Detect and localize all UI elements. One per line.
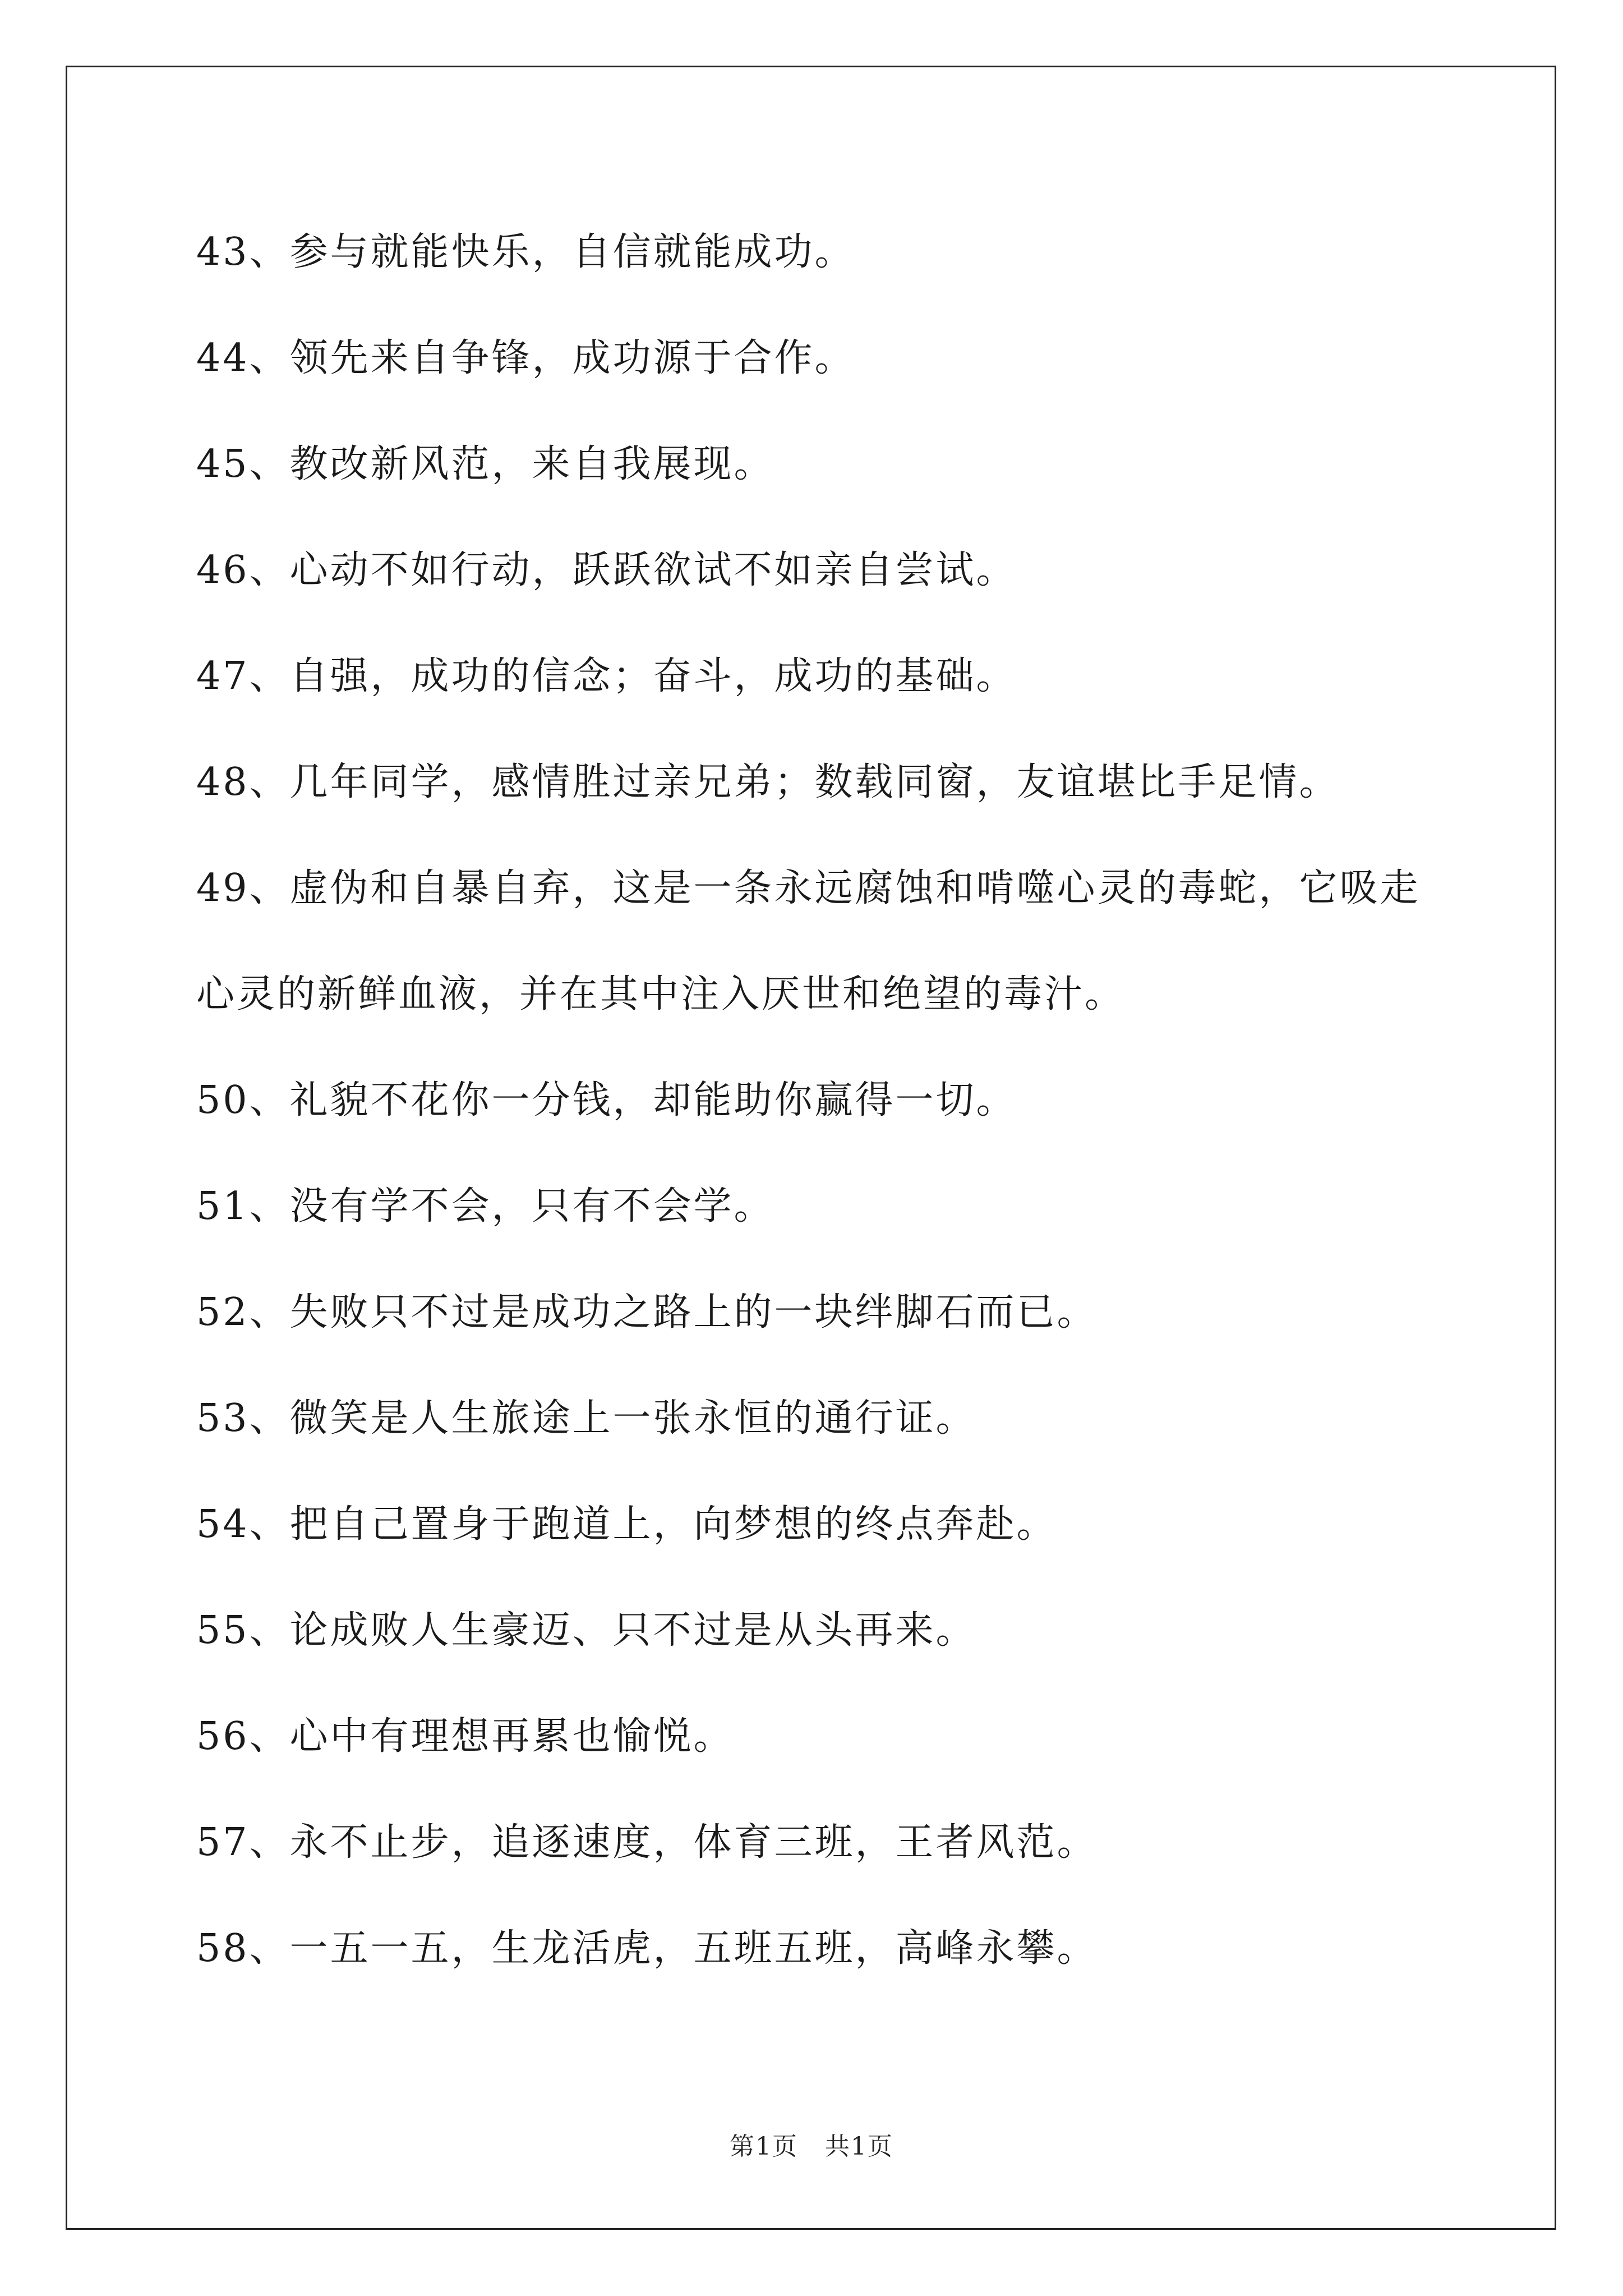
text-line: 53、微笑是人生旅途上一张永恒的通行证。 bbox=[196, 1396, 976, 1441]
text-line: 56、心中有理想再累也愉悦。 bbox=[196, 1714, 734, 1759]
text-line: 47、自强，成功的信念；奋斗，成功的基础。 bbox=[196, 654, 1017, 698]
text-line: 54、把自己置身于跑道上，向梦想的终点奔赴。 bbox=[196, 1502, 1057, 1547]
page-total: 共1页 bbox=[825, 2132, 893, 2161]
text-line: 45、教改新风范，来自我展现。 bbox=[196, 442, 774, 486]
text-line: 49、虚伪和自暴自弃，这是一条永远腐蚀和啃噬心灵的毒蛇，它吸走 bbox=[196, 866, 1421, 910]
text-line: 心灵的新鲜血液，并在其中注入厌世和绝望的毒汁。 bbox=[196, 972, 1126, 1016]
page-number: 第1页 bbox=[730, 2132, 798, 2161]
text-line: 52、失败只不过是成功之路上的一块绊脚石而已。 bbox=[196, 1290, 1098, 1335]
page-footer bbox=[0, 2126, 1623, 2162]
text-line: 48、几年同学，感情胜过亲兄弟；数载同窗，友谊堪比手足情。 bbox=[196, 760, 1340, 804]
text-line: 50、礼貌不花你一分钱，却能助你赢得一切。 bbox=[196, 1078, 1017, 1122]
text-line: 43、参与就能快乐，自信就能成功。 bbox=[196, 230, 855, 274]
text-line: 55、论成败人生豪迈、只不过是从头再来。 bbox=[196, 1608, 976, 1653]
text-line: 51、没有学不会，只有不会学。 bbox=[196, 1184, 774, 1228]
text-line: 46、心动不如行动，跃跃欲试不如亲自尝试。 bbox=[196, 548, 1017, 592]
text-line: 57、永不止步，追逐速度，体育三班，王者风范。 bbox=[196, 1820, 1098, 1865]
text-line: 58、一五一五，生龙活虎，五班五班，高峰永攀。 bbox=[196, 1926, 1098, 1971]
text-line: 44、领先来自争锋，成功源于合作。 bbox=[196, 336, 855, 380]
document-body bbox=[196, 213, 1486, 2016]
